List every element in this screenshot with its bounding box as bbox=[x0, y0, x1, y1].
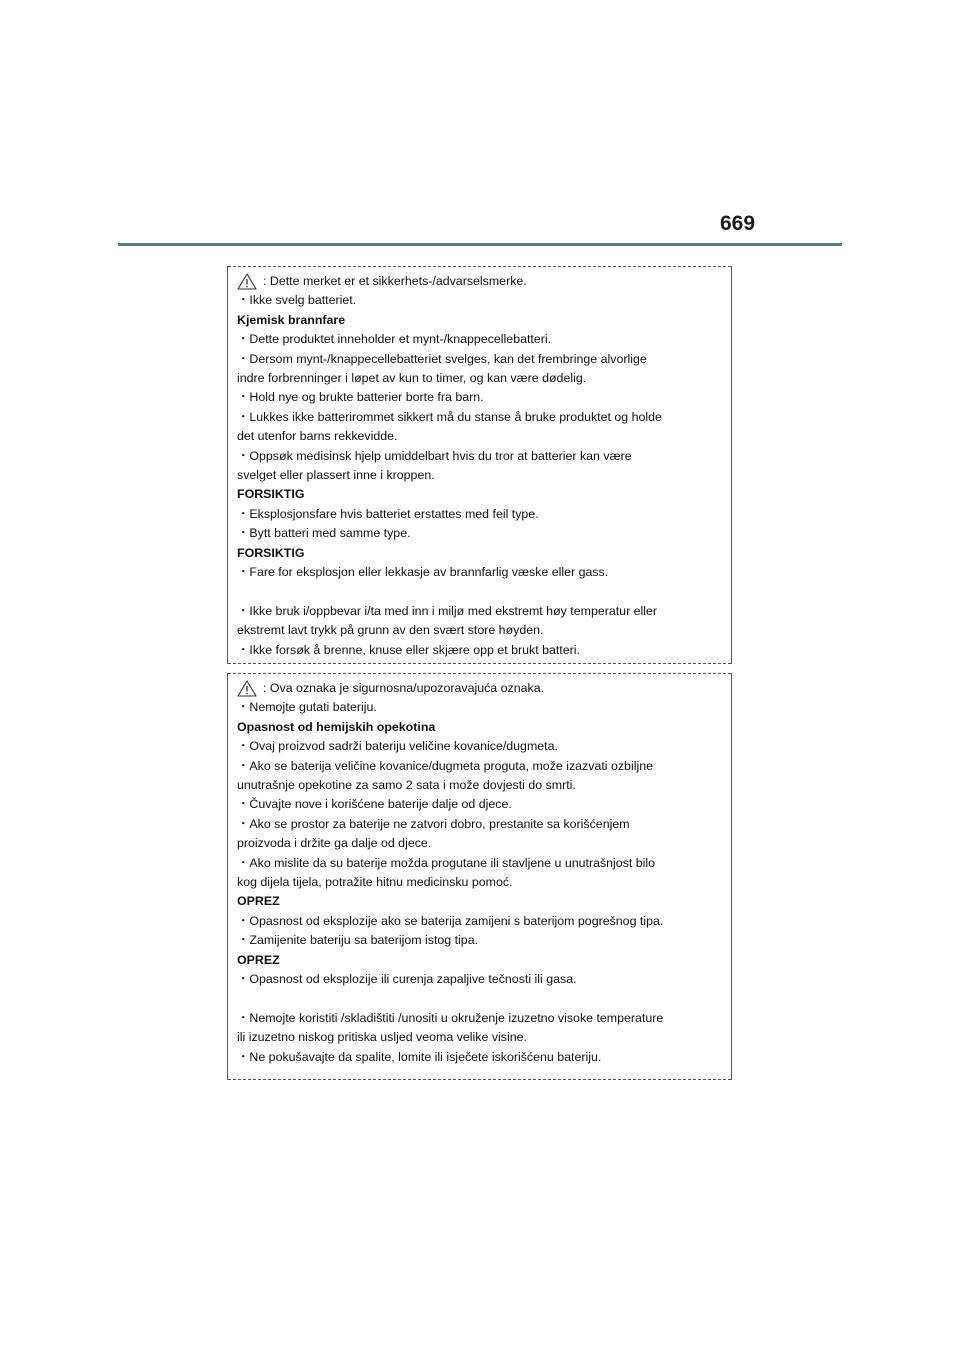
section-heading: OPREZ bbox=[237, 894, 280, 909]
text-line: ekstremt lavt trykk på grunn av den svært store høyden. bbox=[237, 623, 544, 638]
croatian-warning-box bbox=[227, 673, 732, 1080]
section-heading: FORSIKTIG bbox=[237, 545, 305, 560]
page-number: 669 bbox=[720, 212, 756, 235]
warning-label-line bbox=[237, 272, 723, 291]
warning-triangle-icon bbox=[237, 273, 257, 290]
norwegian-content bbox=[237, 272, 723, 660]
warning-label-text: : Dette merket er et sikkerhets-/advarselsmerke. bbox=[263, 274, 527, 288]
text-line: ・Nemojte gutati bateriju. bbox=[237, 700, 377, 715]
text-line: ili izuzetno niskog pritiska usljed veoma velike visine. bbox=[237, 1030, 527, 1045]
text-line: ・Dette produktet inneholder et mynt-/knappecellebatteri. bbox=[237, 332, 552, 347]
text-line: ・Ikke svelg batteriet. bbox=[237, 293, 357, 308]
header-rule bbox=[118, 243, 842, 246]
text-line: indre forbrenninger i løpet av kun to timer, og kan være dødelig. bbox=[237, 371, 587, 386]
text-line: kog dijela tijela, potražite hitnu medicinsku pomoć. bbox=[237, 875, 513, 890]
text-line: ・Ikke forsøk å brenne, knuse eller skjære opp et brukt batteri. bbox=[237, 642, 580, 657]
text-line: ・Opasnost od eksplozije ako se baterija zamijeni s baterijom pogrešnog tipa. bbox=[237, 913, 664, 928]
text-line: ・Ako mislite da su baterije možda progutane ili stavljene u unutrašnjost bilo bbox=[237, 855, 656, 870]
warning-label-text: : Ova oznaka je sigurnosna/upozoravajuća oznaka. bbox=[263, 681, 545, 695]
text-line: ・Nemojte koristiti /skladištiti /unositi u okruženje izuzetno visoke temperature bbox=[237, 1010, 664, 1025]
blank-line bbox=[237, 990, 723, 1009]
text-line: proizvoda i držite ga dalje od djece. bbox=[237, 836, 432, 851]
text-line: ・Eksplosjonsfare hvis batteriet erstattes med feil type. bbox=[237, 506, 539, 521]
box-bottom-border bbox=[228, 663, 731, 664]
warning-label-line bbox=[237, 679, 723, 698]
text-line: ・Ne pokušavajte da spalite, lomite ili isječete iskorišćenu bateriju. bbox=[237, 1049, 602, 1064]
section-heading: Opasnost od hemijskih opekotina bbox=[237, 719, 436, 734]
text-line: ・Zamijenite bateriju sa baterijom istog tipa. bbox=[237, 933, 479, 948]
box-top-border bbox=[228, 266, 731, 267]
text-line: ・Ovaj proizvod sadrži bateriju veličine kovanice/dugmeta. bbox=[237, 739, 558, 754]
text-line: ・Ikke bruk i/oppbevar i/ta med inn i miljø med ekstremt høy temperatur eller bbox=[237, 603, 658, 618]
section-heading: Kjemisk brannfare bbox=[237, 312, 346, 327]
section-heading: OPREZ bbox=[237, 952, 280, 967]
text-line: ・Opasnost od eksplozije ili curenja zapaljive tečnosti ili gasa. bbox=[237, 972, 577, 987]
croatian-content bbox=[237, 679, 723, 1067]
text-line: svelget eller plassert inne i kroppen. bbox=[237, 468, 435, 483]
text-line: ・Lukkes ikke batterirommet sikkert må du stanse å bruke produktet og holde bbox=[237, 409, 662, 424]
text-line: ・Dersom mynt-/knappecellebatteriet svelges, kan det frembringe alvorlige bbox=[237, 351, 647, 366]
text-line: ・Hold nye og brukte batterier borte fra barn. bbox=[237, 390, 484, 405]
text-line: det utenfor barns rekkevidde. bbox=[237, 429, 398, 444]
warning-triangle-icon bbox=[237, 680, 257, 697]
text-line: unutrašnje opekotine za samo 2 sata i može dovjesti do smrti. bbox=[237, 778, 576, 793]
text-line: ・Ako se prostor za baterije ne zatvori dobro, prestanite sa korišćenjem bbox=[237, 816, 630, 831]
text-line: ・Bytt batteri med samme type. bbox=[237, 526, 411, 541]
section-heading: FORSIKTIG bbox=[237, 487, 305, 502]
blank-line bbox=[237, 583, 723, 602]
text-line: ・Oppsøk medisinsk hjelp umiddelbart hvis du tror at batterier kan være bbox=[237, 448, 632, 463]
box-top-border bbox=[228, 673, 731, 674]
text-line: ・Čuvajte nove i korišćene baterije dalje od djece. bbox=[237, 797, 512, 812]
box-bottom-border bbox=[228, 1079, 731, 1080]
norwegian-warning-box bbox=[227, 266, 732, 664]
text-line: ・Ako se baterija veličine kovanice/dugmeta proguta, može izazvati ozbiljne bbox=[237, 758, 653, 773]
text-line: ・Fare for eksplosjon eller lekkasje av brannfarlig væske eller gass. bbox=[237, 565, 609, 580]
